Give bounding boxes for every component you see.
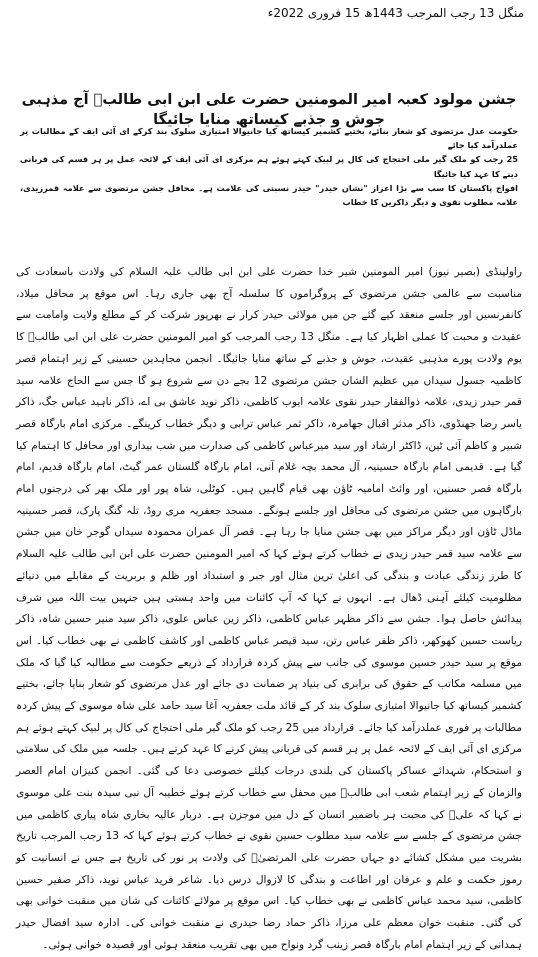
subheadline-block — [20, 124, 518, 209]
dateline: منگل 13 رجب المرجب 1443ھ 15 فروری 2022ء — [267, 6, 524, 20]
headline: جشن مولود کعبہ امیر المومنین حضرت علی ابن ابی طالبؑ آج مذہبی جوش و جذبے کیساتھ منایا جائیگا — [21, 92, 517, 129]
subheadline-line: 25 رجب کو ملک گیر ملی احتجاج کی کال پر لبیک کہتے ہوئے ہم مرکزی ای آئی ایف کے لائحہ عمل پر ہر قسم کی قربانی دینے کا عہد کیا جائیگا — [20, 154, 518, 179]
article-body — [16, 262, 523, 951]
article-text: راولپنڈی (بصیر نیوز) امیر المومنین شیر خدا حضرت علی ابن ابی طالب علیہ السلام کی ولادت باسعادت کی مناسبت سے عالمی جشن مرتضوی کے پروگراموں کا سلسلہ آج بھی جاری رہا۔ اس موقع پر محافل میلاد، کانفرنسیں اور جلسے منعقد کیے گئے جن میں مولائی حیدر کرار نے بھرپور شرکت کر کے مطلع ولایت وامامت سے عقیدت و محبت کا عملی اظہار کیا ہے۔ منگل 13 رجب المرجب کو امیر المومنین حضرت علی ابن ابی طالبؑ کا یوم ولادت پورے مذہبی عقیدت، جوش و جذبے کے ساتھ منایا جائیگا۔ انجمن مجاہدین حسینی کے زیر اہتمام قصر کاظمیہ جسول سیداں میں عظیم الشان جشن مرتضوی 12 بجے دن سے شروع ہو گا جس سے الحاج علامہ سید قمر حیدر زیدی، علامہ ذوالفقار حیدر نقوی علامہ ایوب کاظمی، ذاکر نوید عاشق بی اے، ذاکر ناہید عباس جگ، ذاکر یاسر رضا جھنڈوی، ذاکر مدثر اقبال جھامرہ، ذاکر ثمر عباس ترابی و دیگر خطاب کرینگے۔ مرکزی امام بارگاہ قصر شبیر و کاظم آئی ٹین، ڈاکٹر ارشاد اور سید میرعباس کاظمی کی صدارت میں شب بیداری اور محافل کا اہتمام کیا گیا ہے۔ قدیمی امام بارگاہ حسینیہ، آل محمد بچہ غلام آنی، امام بارگاہ گلستان عمر گیٹ، امام بارگاہ قدیم، امام بارگاہ قصر حسنین، اور وائٹ امامیہ ٹاؤن بھی قیام گاہیں ہیں۔ کوٹلی، شاہ پور اور ملک بھر کی درجنوں امام بارگاہوں میں جشن مرتضوی کی محافل اور جلسے ہونگے۔ مسجد جعفریہ مری روڈ، تلہ گنگ پارک، قصر حسینیہ ماڈل ٹاؤن اور دیگر مراکز میں بھی جشن منایا جا رہا ہے۔ قصر آل عمران محمودہ سیداں گوجر خان میں جشن سے علامہ سید قمر حیدر زیدی نے خطاب کرتے ہوئے کہا کہ امیر المومنین حضرت علی ابن ابی طالب علیہ السلام کا طرز زندگی عبادت و بندگی کی اعلیٰ ترین مثال اور جبر و استبداد اور ظلم و بربریت کے مقابلے میں دنیائے مظلومیت کیلئے آہنی ڈھال ہے۔ انہوں نے کہا کہ آپ کائنات میں واحد ہستی ہیں جنہیں بیت اللہ میں شرف پیدائش حاصل ہوا۔ جشن سے ذاکر مظہر عباس کاظمی، ذاکر زین عباس علوی، ذاکر سید منیر حسین شاہ، ذاکر ریاست حسین کھوکھر، ذاکر ظفر عباس رتن، سید قیصر عباس کاظمی اور کاشف کاظمی نے بھی خطاب کیا۔ اس موقع پر سید حیدر حسین موسوی کی جانب سے پیش کردہ قرارداد کے ذریعے حکومت سے مطالبہ کیا گیا کہ ملک میں مسلمہ مکاتب کے حقوق کی برابری کی بنیاد پر ضمانت دی جائے اور عدل مرتضوی کو شعار بنایا جائے، بختیے کشمیر کیساتھ کیا جانیوالا امتیازی سلوک بند کر کے قائد ملت جعفریہ آغا سید حامد علی شاہ موسوی کے پیش کردہ مطالبات پر فوری عملدرآمد کیا جائے۔ قرارداد میں 25 رجب کو ملک گیر ملی احتجاج کی کال پر لبیک کہتے ہوئے ہم مرکزی ای آئی ایف کے لائحہ عمل پر ہر قسم کی قربانی پیش کرنے کا عہد کرتے ہیں۔ جلسہ میں ملک کی سلامتی و استحکام، شہدائے عساکر پاکستان کی بلندی درجات کیلئے خصوصی دعا کی گئی۔ انجمن کنیزان امام العصر والزمان کے زیر اہتمام شعب ابی طالبؑ میں محفل سے خطاب کرتے ہوئے خطیبہ آل نبی سیدہ بنت علی موسوی نے کہا کہ علیؑ کی محبت ہر باضمیر انسان کے دل میں موجزن ہے۔ دربار عالیہ بخاری شاہ پیاری کاظمی میں جشن مرتضوی کے جلسے سے علامہ سید مطلوب حسین نقوی نے خطاب کرتے ہوئے کہا کہ 13 رجب المرجب تاریخ بشریت میں مشکل کشائے دو جہاں حضرت علی المرتضیٰؑ کی ولادت پر نور کی تاریخ ہے جس نے انسانیت کو رموز حکمت و علم و عرفان اور اطاعت و بندگی کا لازوال درس دیا۔ شاعر فرید عباس نوید، ذاکر صفیر حسین کاظمی، سید محمد عباس کاظمی نے بھی خطاب کیا۔ اس موقع پر مولائے کائنات کی شان میں منقبت خوانی بھی کی گئی۔ منقبت خوان معظم علی مرزا، ذاکر حماد رضا حیدری نے منقبت خوانی کی۔ ادارہ سید افضال حیدر ہمدانی کے زیر اہتمام امام بارگاہ قصر زینب گرد ونواح میں بھی تقریب منعقد ہوئی اور قصیدہ خوانی ہوئی۔ — [16, 266, 523, 951]
subheadline-line: افواج پاکستان کا سب سے بڑا اعزاز "نشان حیدر" حیدر نسبتی کی علامت ہے۔ محافل جشن مرتضوی سے علامہ قمرزیدی، علامہ مطلوب نقوی و دیگر ذاکرین کا خطاب — [20, 182, 518, 208]
subheadline-line: حکومت عدل مرتضوی کو شعار بنائے، بختیے کشمیر کیساتھ کیا جانیوالا امتیازی سلوک بند کرکے ای آئی ایف کے مطالبات پر عملدرآمد کیا جائے — [20, 126, 518, 151]
